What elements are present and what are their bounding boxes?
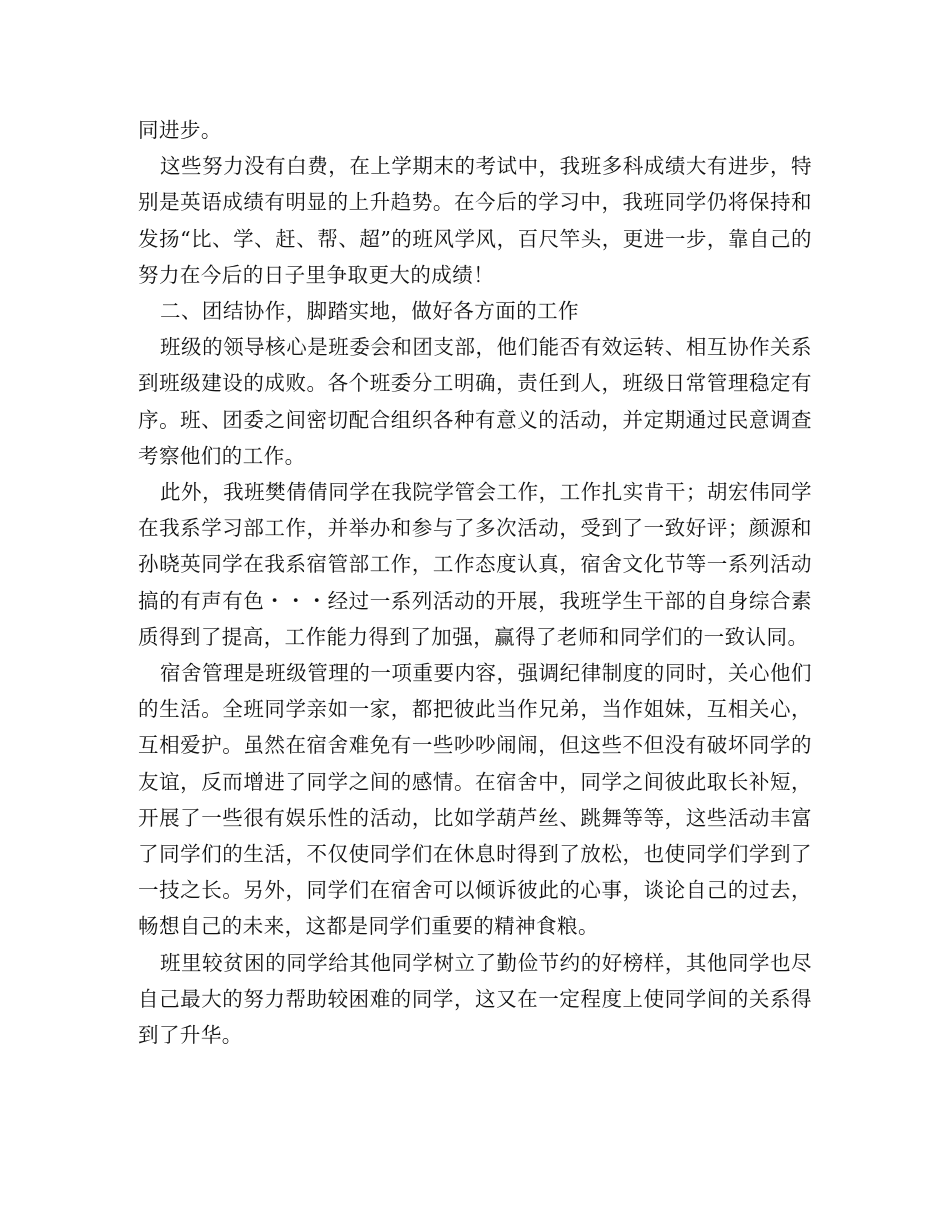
paragraph-continuation: 同进步。 <box>138 118 222 142</box>
paragraph-student-cadres: 此外，我班樊倩倩同学在我院学管会工作，工作扎实肯干；胡宏伟同学在我系学习部工作，并举办和参与了多次活动，受到了一致好评；颜源和孙晓英同学在我系宿管部工作，工作态度认真，宿舍文化节等一系列活动搞的有声有色・・・经过一系列活动的开展，我班学生干部的自身综合素质得到了提高，工作能力得到了加强，赢得了老师和同学们的一致认同。 <box>138 480 812 649</box>
section-heading-teamwork: 二、团结协作，脚踏实地，做好各方面的工作 <box>160 299 579 324</box>
paragraph-dormitory-management: 宿舍管理是班级管理的一项重要内容，强调纪律制度的同时，关心他们的生活。全班同学亲如一家，都把彼此当作兄弟，当作姐妹，互相关心，互相爱护。虽然在宿舍难免有一些吵吵闹闹，但这些不但没有破坏同学的友谊，反而增进了同学之间的感情。在宿舍中，同学之间彼此取长补短，开展了一些很有娱乐性的活动，比如学葫芦丝、跳舞等等，这些活动丰富了同学们的生活，不仅使同学们在休息时得到了放松，也使同学们学到了一技之长。另外，同学们在宿舍可以倾诉彼此的心事，谈论自己的过去，畅想自己的未来，这都是同学们重要的精神食粮。 <box>138 661 812 939</box>
paragraph-mutual-help: 班里较贫困的同学给其他同学树立了勤俭节约的好榜样，其他同学也尽自己最大的努力帮助较困难的同学，这又在一定程度上使同学间的关系得到了升华。 <box>138 950 812 1048</box>
document-page <box>138 112 812 1053</box>
paragraph-class-committee: 班级的领导核心是班委会和团支部，他们能否有效运转、相互协作关系到班级建设的成败。各个班委分工明确，责任到人，班级日常管理稳定有序。班、团委之间密切配合组织各种有意义的活动，并定期通过民意调查考察他们的工作。 <box>138 335 812 468</box>
paragraph-exam-results: 这些努力没有白费，在上学期末的考试中，我班多科成绩大有进步，特别是英语成绩有明显的上升趋势。在今后的学习中，我班同学仍将保持和发扬“比、学、赶、帮、超”的班风学风，百尺竿头，更进一步，靠自己的努力在今后的日子里争取更大的成绩！ <box>138 154 812 287</box>
